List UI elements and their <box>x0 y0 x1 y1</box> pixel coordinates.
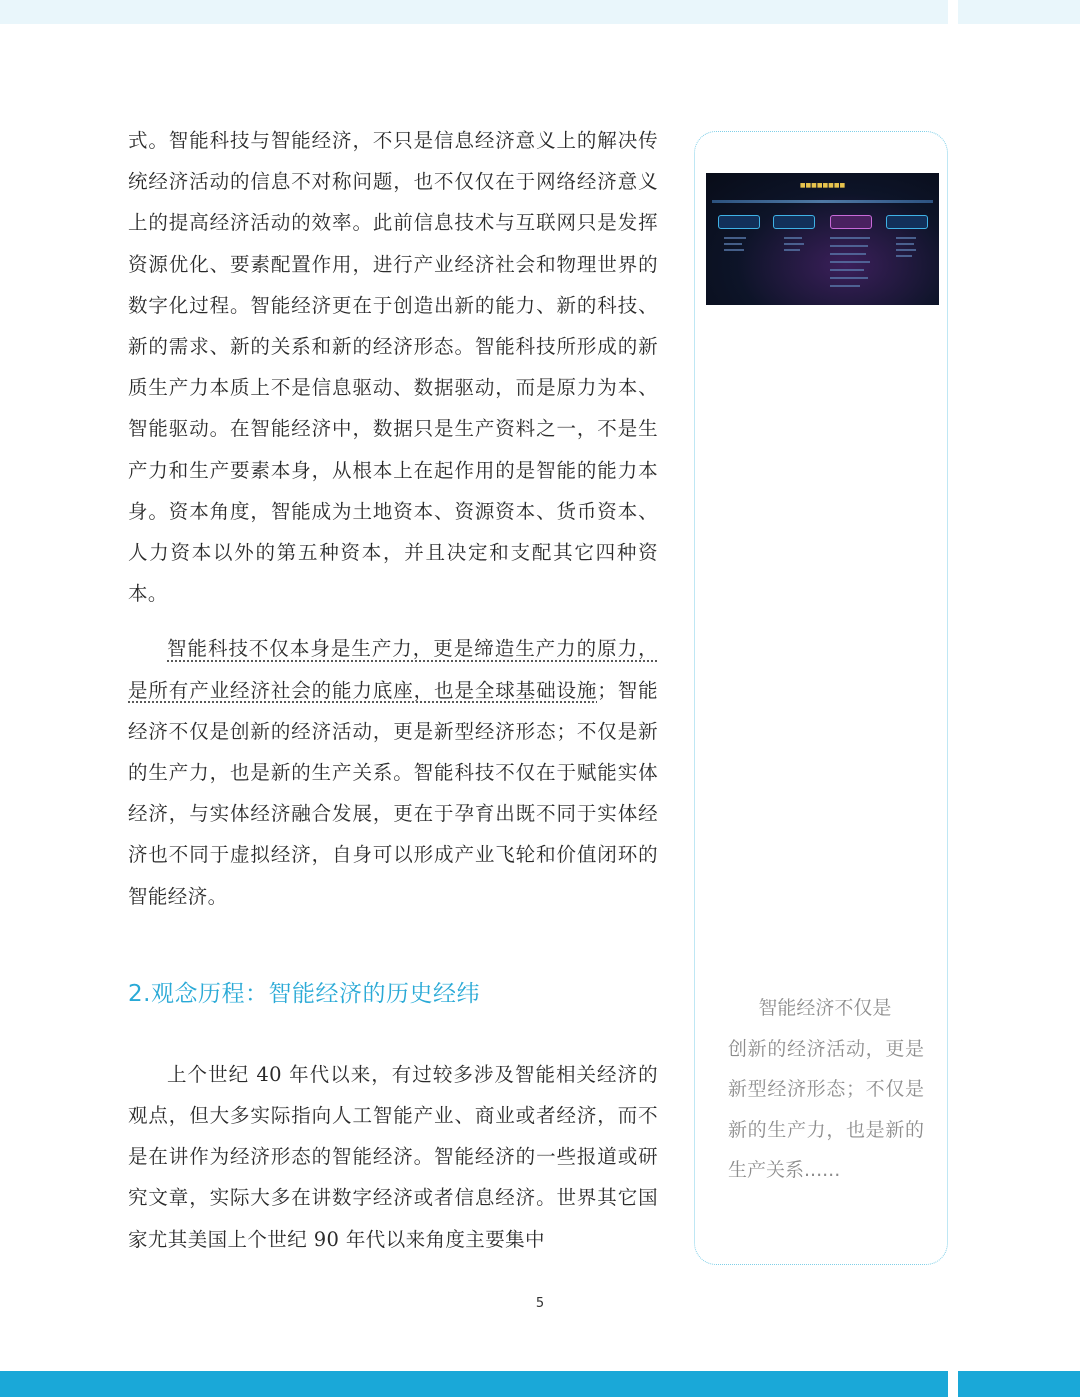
figure-text-line <box>830 245 868 247</box>
figure-text-line <box>784 243 804 245</box>
underlined-phrase: 智能科技不仅本身是生产力，更是缔造生产力的原力，是所有产业经济社会的能力底座，也是全球基础设施 <box>128 637 658 702</box>
main-column <box>128 120 658 1260</box>
body-paragraph-1: 式。智能科技与智能经济，不只是信息经济意义上的解决传统经济活动的信息不对称问题，也不仅仅在于网络经济意义上的提高经济活动的效率。此前信息技术与互联网只是发挥资源优化、要素配置作用，进行产业经济社会和物理世界的数字化过程。智能经济更在于创造出新的能力、新的科技、新的需求、新的关系和新的经济形态。智能科技所形成的新质生产力本质上不是信息驱动、数据驱动，而是原力为本、智能驱动。在智能经济中，数据只是生产资料之一，不是生产力和生产要素本身，从根本上在起作用的是智能的能力本身。资本角度，智能成为土地资本、资源资本、货币资本、人力资本以外的第五种资本，并且决定和支配其它四种资本。 <box>128 129 658 606</box>
top-decor-bar <box>0 0 948 24</box>
figure-node <box>886 215 928 229</box>
figure-text-line <box>724 249 744 251</box>
figure-text-line <box>830 269 864 271</box>
figure-text-line <box>830 237 870 239</box>
body-paragraph-3: 上个世纪 40 年代以来，有过较多涉及智能相关经济的观点，但大多实际指向人工智能产业、商业或者经济，而不是在讲作为经济形态的智能经济。智能经济的一些报道或研究文章，实际大多在讲数字经济或者信息经济。世界其它国家尤其美国上个世纪 90 年代以来角度主要集中 <box>128 1062 658 1251</box>
figure-text-line <box>830 277 868 279</box>
figure-text-line <box>896 255 912 257</box>
figure-text-line <box>784 249 800 251</box>
figure-text-line <box>830 285 860 287</box>
body-paragraph-2 <box>128 628 658 916</box>
bottom-decor-bar <box>0 1371 948 1397</box>
figure-text-line <box>896 237 916 239</box>
pull-quote <box>728 988 924 1191</box>
pull-quote-first-line: 智能经济不仅是 <box>758 997 892 1019</box>
figure-node <box>718 215 760 229</box>
bottom-decor-bar-side <box>958 1371 1080 1397</box>
figure-node-highlight <box>830 215 872 229</box>
section-heading: 2.观念历程：智能经济的历史经纬 <box>128 980 480 1007</box>
figure-title-strip: ■■■■■■■■ <box>799 182 846 189</box>
page-number: 5 <box>535 1296 545 1311</box>
figure-text-line <box>724 237 746 239</box>
figure-text-line <box>784 237 802 239</box>
figure-subtitle-strip <box>712 200 933 203</box>
figure-node <box>773 215 815 229</box>
paragraph-2-rest: ；智能经济不仅是创新的经济活动，更是新型经济形态；不仅是新的生产力，也是新的生产关系。智能科技不仅在于赋能实体经济，与实体经济融合发展，更在于孕育出既不同于实体经济也不同于虚拟经济，自身可以形成产业飞轮和价值闭环的智能经济。 <box>128 678 659 908</box>
figure-text-line <box>830 253 866 255</box>
figure-text-line <box>724 243 742 245</box>
figure-text-line <box>896 243 914 245</box>
figure-text-line <box>896 249 916 251</box>
figure-text-line <box>830 261 870 263</box>
sidebar-figure <box>706 173 939 305</box>
top-decor-bar-side <box>958 0 1080 24</box>
pull-quote-rest: 创新的经济活动，更是新型经济形态；不仅是新的生产力，也是新的生产关系...... <box>728 1037 924 1181</box>
